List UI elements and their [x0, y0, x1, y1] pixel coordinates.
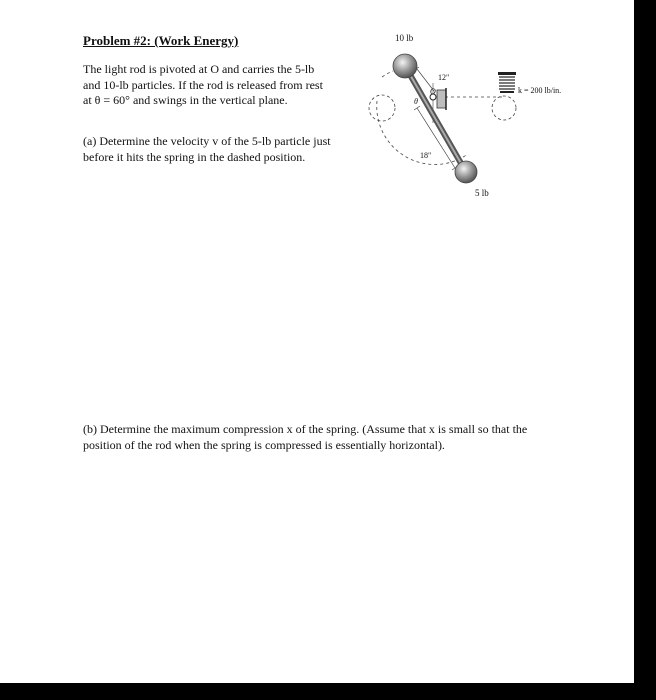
- part-a-line: (a) Determine the velocity v of the 5-lb particle just: [83, 134, 331, 148]
- intro-line: and 10-lb particles. If the rod is released from rest: [83, 77, 323, 92]
- mass-10lb: [393, 54, 417, 78]
- label-spring-constant: k = 200 lb/in.: [518, 86, 562, 95]
- frame-border-bottom: [0, 683, 656, 700]
- swing-path-arc-upper: [382, 71, 393, 77]
- problem-title: Problem #2: (Work Energy): [83, 33, 239, 48]
- intro-line: The light rod is pivoted at O and carries the 5-lb: [83, 62, 315, 76]
- part-b-question: [83, 422, 527, 453]
- label-10lb: 10 lb: [395, 33, 414, 43]
- spring-coil: [499, 77, 515, 89]
- dashed-position-right: [492, 96, 516, 120]
- frame-border-right: [634, 0, 656, 700]
- dashed-position-left: [369, 95, 395, 121]
- part-a-question: [83, 134, 331, 165]
- problem-intro: [83, 62, 323, 109]
- spring-wall: [498, 72, 516, 75]
- pivot-bracket: [437, 90, 446, 108]
- label-pivot-o: O: [430, 87, 436, 96]
- label-18in: 18": [420, 151, 432, 160]
- label-12in: 12": [438, 73, 450, 82]
- intro-line: at θ = 60° and swings in the vertical plane.: [83, 93, 288, 107]
- part-a-line: before it hits the spring in the dashed position.: [83, 149, 306, 164]
- part-b-line: (b) Determine the maximum compression x of the spring. (Assume that x is small so that the: [83, 422, 528, 436]
- pendulum-spring-figure: [355, 28, 595, 203]
- spring-end-plate: [500, 91, 514, 93]
- label-5lb: 5 lb: [475, 188, 489, 198]
- part-b-line: position of the rod when the spring is compressed is essentially horizontal).: [83, 437, 445, 452]
- mass-5lb: [455, 161, 477, 183]
- label-theta: θ: [414, 97, 418, 106]
